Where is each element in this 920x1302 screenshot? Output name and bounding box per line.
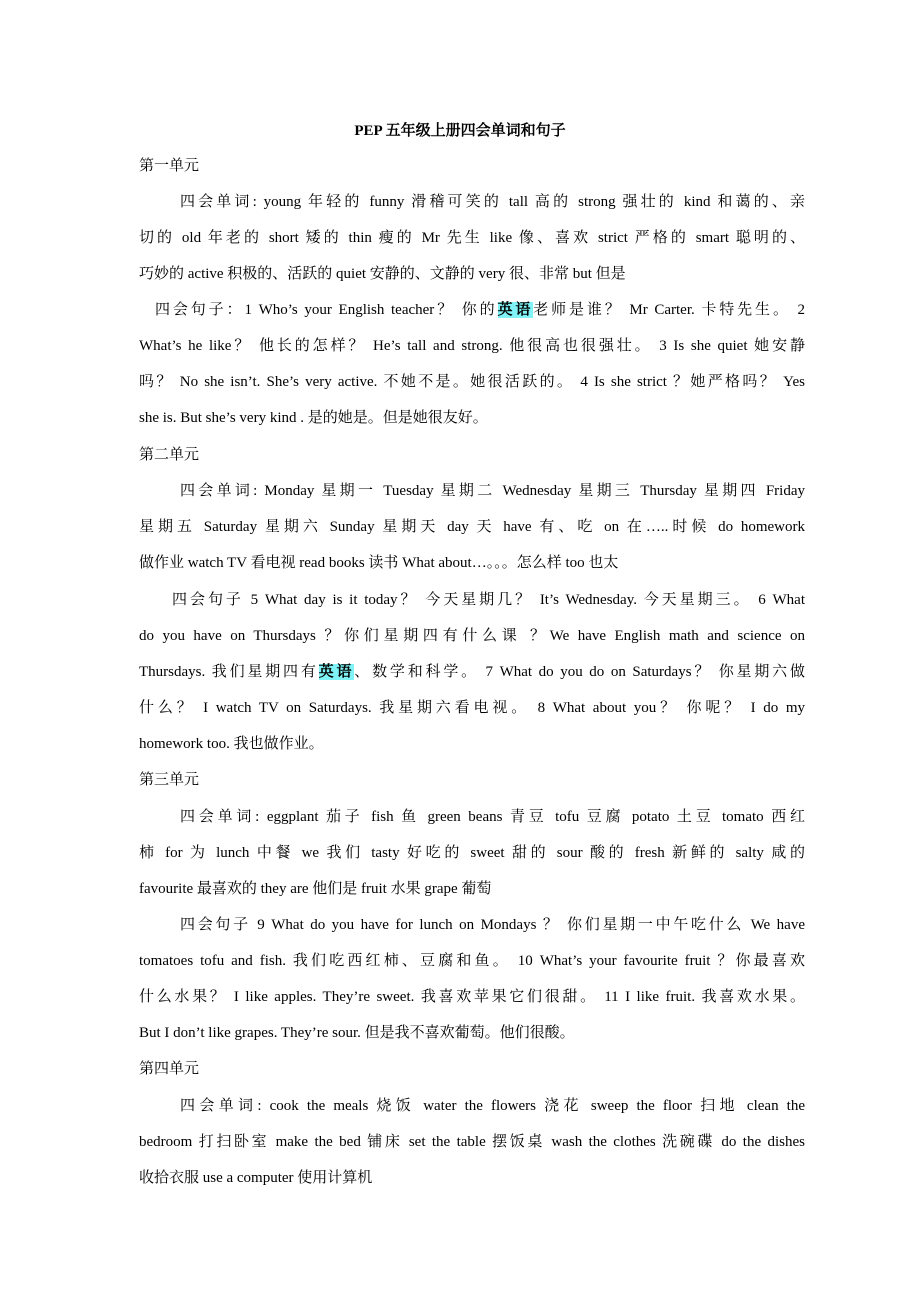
text-line: 四会单词: cook the meals 烧饭 water the flowers 浇花 sweep the floor 扫地 clean the [180, 1098, 805, 1114]
text-line: 四会句子 9 What do you have for lunch on Mondays ？ 你们星期一中午吃什么 We have [180, 917, 805, 933]
text-line: 四会单词: Monday 星期一 Tuesday 星期二 Wednesday 星期三 Thursday 星期四 Friday [180, 483, 805, 499]
text-line: bedroom 打扫卧室 make the bed 铺床 set the table 摆饭桌 wash the clothes 洗碗碟 do the dishes [139, 1134, 805, 1150]
text-line: 巧妙的 active 积极的、活跃的 quiet 安静的、文静的 very 很、非常 but 但是 [139, 266, 626, 282]
text-line [139, 661, 805, 683]
text-line: 柿 for 为 lunch 中餐 we 我们 tasty 好吃的 sweet 甜的 sour 酸的 fresh 新鲜的 salty 咸的 [139, 845, 805, 861]
text-line: What’s he like？ 他长的怎样？ He’s tall and strong. 他很高也很强壮。 3 Is she quiet 她安静 [139, 338, 805, 354]
text-line: do you have on Thursdays ？你们星期四有什么课 ？We have English math and science on [139, 628, 805, 644]
text-line: 切的 old 年老的 short 矮的 thin 瘦的 Mr 先生 like 像、喜欢 strict 严格的 smart 聪明的、 [139, 230, 805, 246]
section-heading: 第三单元 [139, 772, 200, 788]
text-line: 星期五 Saturday 星期六 Sunday 星期天 day 天 have 有、吃 on 在…..时候 do homework [139, 519, 805, 535]
text-line: 四会单词: young 年轻的 funny 滑稽可笑的 tall 高的 strong 强壮的 kind 和蔼的、亲 [180, 194, 805, 210]
text-line: 吗？ No she isn’t. She’s very active. 不她不是。她很活跃的。 4 Is she strict ？她严格吗？ Yes [139, 374, 805, 390]
text-segment: 老师是谁？ Mr Carter. 卡特先生。 2 [533, 302, 805, 318]
search-highlight: 英语 [497, 302, 534, 318]
text-segment: 四会句子：1 Who’s your English teacher？ 你的 [155, 302, 498, 318]
text-line: 收拾衣服 use a computer 使用计算机 [139, 1170, 373, 1186]
text-line: 做作业 watch TV 看电视 read books 读书 What about…。。。怎么样 too 也太 [139, 555, 619, 571]
section-heading: 第四单元 [139, 1061, 200, 1077]
text-line: favourite 最喜欢的 they are 他们是 fruit 水果 grape 葡萄 [139, 881, 492, 897]
text-line: homework too. 我也做作业。 [139, 736, 324, 752]
document-title: PEP 五年级上册四会单词和句子 [354, 123, 566, 139]
text-line: 什么？ I watch TV on Saturdays. 我星期六看电视。 8 What about you？ 你呢？ I do my [139, 700, 805, 716]
text-line: 什么水果？ I like apples. They’re sweet. 我喜欢苹果它们很甜。 11 I like fruit. 我喜欢水果。 [139, 989, 805, 1005]
text-line: she is. But she’s very kind . 是的她是。但是她很友好。 [139, 410, 488, 426]
text-line: tomatoes tofu and fish. 我们吃西红柿、豆腐和鱼。 10 What’s your favourite fruit ？你最喜欢 [139, 953, 805, 969]
text-line: 四会单词: eggplant 茄子 fish 鱼 green beans 青豆 tofu 豆腐 potato 土豆 tomato 西红 [180, 809, 805, 825]
text-line [155, 299, 805, 321]
text-line: But I don’t like grapes. They’re sour. 但是我不喜欢葡萄。他们很酸。 [139, 1025, 575, 1041]
text-segment: 、数学和科学。 7 What do you do on Saturdays？ 你星期六做 [354, 664, 805, 680]
search-highlight: 英语 [318, 664, 355, 680]
section-heading: 第二单元 [139, 447, 200, 463]
section-heading: 第一单元 [139, 158, 200, 174]
text-segment: Thursdays. 我们星期四有 [139, 664, 319, 680]
text-line: 四会句子 5 What day is it today？ 今天星期几？ It’s Wednesday. 今天星期三。 6 What [172, 592, 805, 608]
